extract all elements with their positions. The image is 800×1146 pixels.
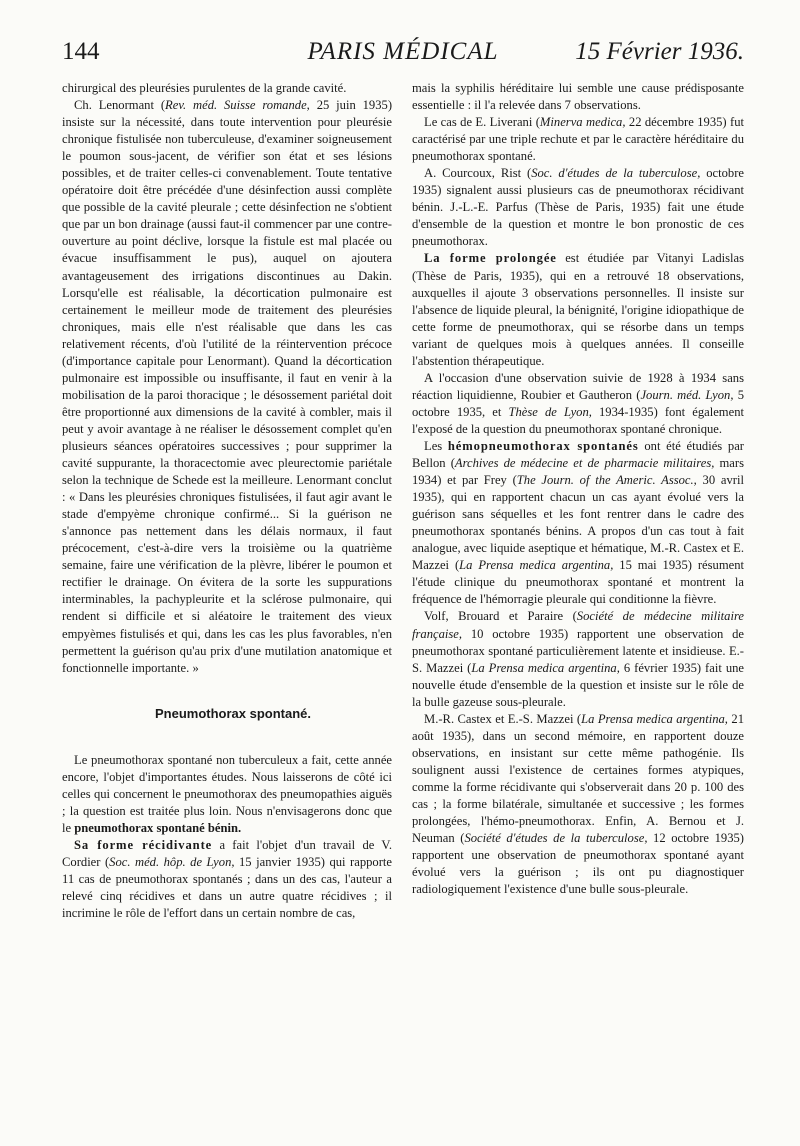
paragraph: Le cas de E. Liverani (Minerva medica, 22 décembre 1935) fut caractérisé par une triple rechute et par le caractère héréditaire du pneumothorax spontané. bbox=[412, 115, 744, 164]
citation: Archives de médecine et de pharmacie militaires, bbox=[454, 456, 715, 471]
citation: La Prensa medica argentina, bbox=[471, 660, 620, 675]
paragraph: La forme prolongée est étudiée par Vitanyi Ladislas (Thèse de Paris, 1935), qui en a retrouvé 18 observations, auxquelles il ajoute 3 observations personnelles. Il insiste sur l'absence de liquide pleural, la bénignité, l'origine idiopathique de cette forme de pneumothorax, qui se résorbe dans un temps variant de quelques mois à quelques années. Il conseille l'abstention thérapeutique. bbox=[412, 251, 745, 368]
page-number: 144 bbox=[62, 38, 100, 65]
paragraph: A l'occasion d'une observation suivie de 1928 à 1934 sans réaction liquidienne, Roubier et Gautheron (Journ. méd. Lyon, 5 octobre 1935, et Thèse de Lyon, 1934-1935) font également l'exposé de la question du pneumothorax spontané chronique. bbox=[412, 370, 744, 436]
citation: La Prensa medica argentina, bbox=[459, 558, 614, 573]
issue-date: 15 Février 1936. bbox=[575, 38, 744, 65]
left-column bbox=[62, 80, 392, 922]
citation: Société d'études de la tuberculose, bbox=[464, 831, 648, 846]
section-title: Pneumothorax spontané. bbox=[154, 705, 312, 721]
paragraph: Le pneumothorax spontané non tuberculeux a fait, cette année encore, l'objet d'importantes études. Nous laisserons de côté ici celles qui concernent le pneumothorax des pneumopathies aiguës ; la question est traitée plus loin. Nous n'envisagerons donc que le pneumothorax spontané bénin. bbox=[62, 752, 392, 835]
lead-term: hémopneumothorax spontanés bbox=[447, 438, 639, 453]
right-column bbox=[412, 80, 744, 898]
paragraph: M.-R. Castex et E.-S. Mazzei (La Prensa medica argentina, 21 août 1935), dans un second mémoire, en rapportent douze observations, en insistant sur cette même pathogénie. Ils soulignent aussi l'existence de certaines formes atypiques, comme la forme récidivante qui s'observerait dans 20 p. 100 des cas ; la forme bilatérale, simultanée et successive ; les formes prolongées, l'hémo-pneumothorax. Enfin, A. Bernou et J. Neuman (Société d'études de la tuberculose, 12 octobre 1935) rapportent une observation de pneumothorax spontané ayant évolué vers la guérison ; ils ont pu diagnostiquer radiologiquement l'existence d'une bulle sous-pleurale. bbox=[412, 711, 744, 897]
paragraph: A. Courcoux, Rist (Soc. d'études de la tuberculose, octobre 1935) signalent aussi plusieurs cas de pneumothorax récidivant bénin. J.-L.-E. Parfus (Thèse de Paris, 1935) fait une étude d'ensemble de la question et montre le bon pronostic de ces pneumothorax. bbox=[412, 166, 744, 249]
paragraph: chirurgical des pleurésies purulentes de la grande cavité. bbox=[62, 81, 347, 95]
running-title: PARIS MÉDICAL bbox=[307, 38, 499, 65]
citation: Minerva medica, bbox=[539, 115, 626, 130]
paragraph: mais la syphilis héréditaire lui semble une cause prédisposante essentielle : il l'a relevée dans 7 observations. bbox=[412, 81, 744, 113]
citation: Journ. méd. Lyon, bbox=[640, 387, 734, 402]
lead-term: Sa forme récidivante bbox=[74, 837, 213, 852]
lead-term: La forme prolongée bbox=[424, 251, 557, 266]
citation: Soc. méd. hôp. de Lyon, bbox=[109, 854, 235, 869]
citation: Société de médecine militaire française, bbox=[412, 609, 744, 641]
citation: Soc. d'études de la tuberculose, bbox=[531, 166, 701, 181]
bold-term: pneumothorax spontané bénin. bbox=[74, 820, 242, 835]
citation: Thèse de Lyon, bbox=[508, 404, 592, 419]
citation: Rev. méd. Suisse romande, bbox=[165, 98, 310, 113]
paragraph: Sa forme récidivante a fait l'objet d'un travail de V. Cordier (Soc. méd. hôp. de Lyon, 15 janvier 1935) qui rapporte 11 cas de pneumothorax spontanés ; dans un des cas, l'auteur a relevé cinq récidives et dans un autre quatre récidives ; il incrimine le rôle de l'effort dans un certain nombre de cas, bbox=[62, 837, 392, 921]
citation: The Journ. of the Americ. Assoc., bbox=[516, 473, 697, 488]
page-header bbox=[62, 38, 744, 78]
citation: La Prensa medica argentina, bbox=[581, 711, 728, 726]
paragraph: Volf, Brouard et Paraire (Société de médecine militaire française, 10 octobre 1935) rapportent une observation de pneumothorax spontané particulièrement latente et insidieuse. E.-S. Mazzei (La Prensa medica argentina, 6 février 1935) fait une nouvelle étude d'ensemble de la question et insiste sur le rôle de la bulle gazeuse sous-pleurale. bbox=[412, 609, 744, 709]
paragraph: Ch. Lenormant (Rev. méd. Suisse romande, 25 juin 1935) insiste sur la nécessité, dans toute intervention pour pleurésie chronique fistulisée non tuberculeuse, d'examiner soigneusement le poumon sous-jacent, de vérifier son état et ses lésions possibles, et de traiter celles-ci convenablement. Toute tentative opératoire doit être précédée d'une désinfection aussi complète que possible de la cavité pleurale ; cette désinfection ne s'obtient que par un bon drainage (aussi faut-il commencer par une contre-ouverture au point déclive, lorsque la fistule est mal placée ou évacue insuffisamment le pus), auquel on ajoutera avantageusement des irrigations discontinues au Dakin. Lorsqu'elle est réalisable, la décortication pulmonaire est certainement le meilleur mode de traitement des pleurésies chroniques, mais elle n'est réalisable que dans les cas relativement récents, d'où l'utilité de la réintervention précoce (d'importance capitale pour Lenormant). Quand la décortication pulmonaire est impossible ou insuffisante, il faut en venir à la mobilisation de la paroi thoracique ; le désossement pariétal doit être proportionné aux dimensions de la cavité à combler, mais il peut y avoir avantage à ne réaliser le désossement complet qu'en plusieurs séances opératoires successives ; pour supprimer la cavité suppurante, la thoracectomie avec pleurectomie pariétale selon la technique de Schede est la meilleure. Lenormant conclut : « Dans les pleurésies chroniques fistulisées, il faut agir avant le stade d'empyème chronique confirmé... Si la guérison ne s'annonce pas nettement dans les délais normaux, il faut précocement, c'est-à-dire vers la troisième ou la quatrième semaine, faire une vérification de la plèvre, libérer le poumon et rectifier le drainage. On évitera de la sorte les suppurations interminables, la pachypleurite et la sclérose pulmonaire, qui rendent si difficile et si aléatoire le traitement des vieux empyèmes fistulisés et qui, dans les cas les plus favorables, n'en permettent la guérison qu'au prix d'une mutilation anatomique et fonctionnelle importante. » bbox=[62, 98, 393, 675]
paragraph: Les hémopneumothorax spontanés ont été étudiés par Bellon (Archives de médecine et de pharmacie militaires, mars 1934) et par Frey (The Journ. of the Americ. Assoc., 30 avril 1935), qui en rapportent chacun un cas ayant évolué vers la guérison sans séquelles et les font rentrer dans le cadre des pneumothorax spontanés bénins. A propos d'un cas tout à fait analogue, avec liquide aseptique et hématique, M.-R. Castex et E. Mazzei (La Prensa medica argentina, 15 mai 1935) résument l'étude clinique du pneumothorax spontané et montrent la fréquence de l'hémorragie pleurale qui conditionne la fièvre. bbox=[412, 438, 744, 607]
